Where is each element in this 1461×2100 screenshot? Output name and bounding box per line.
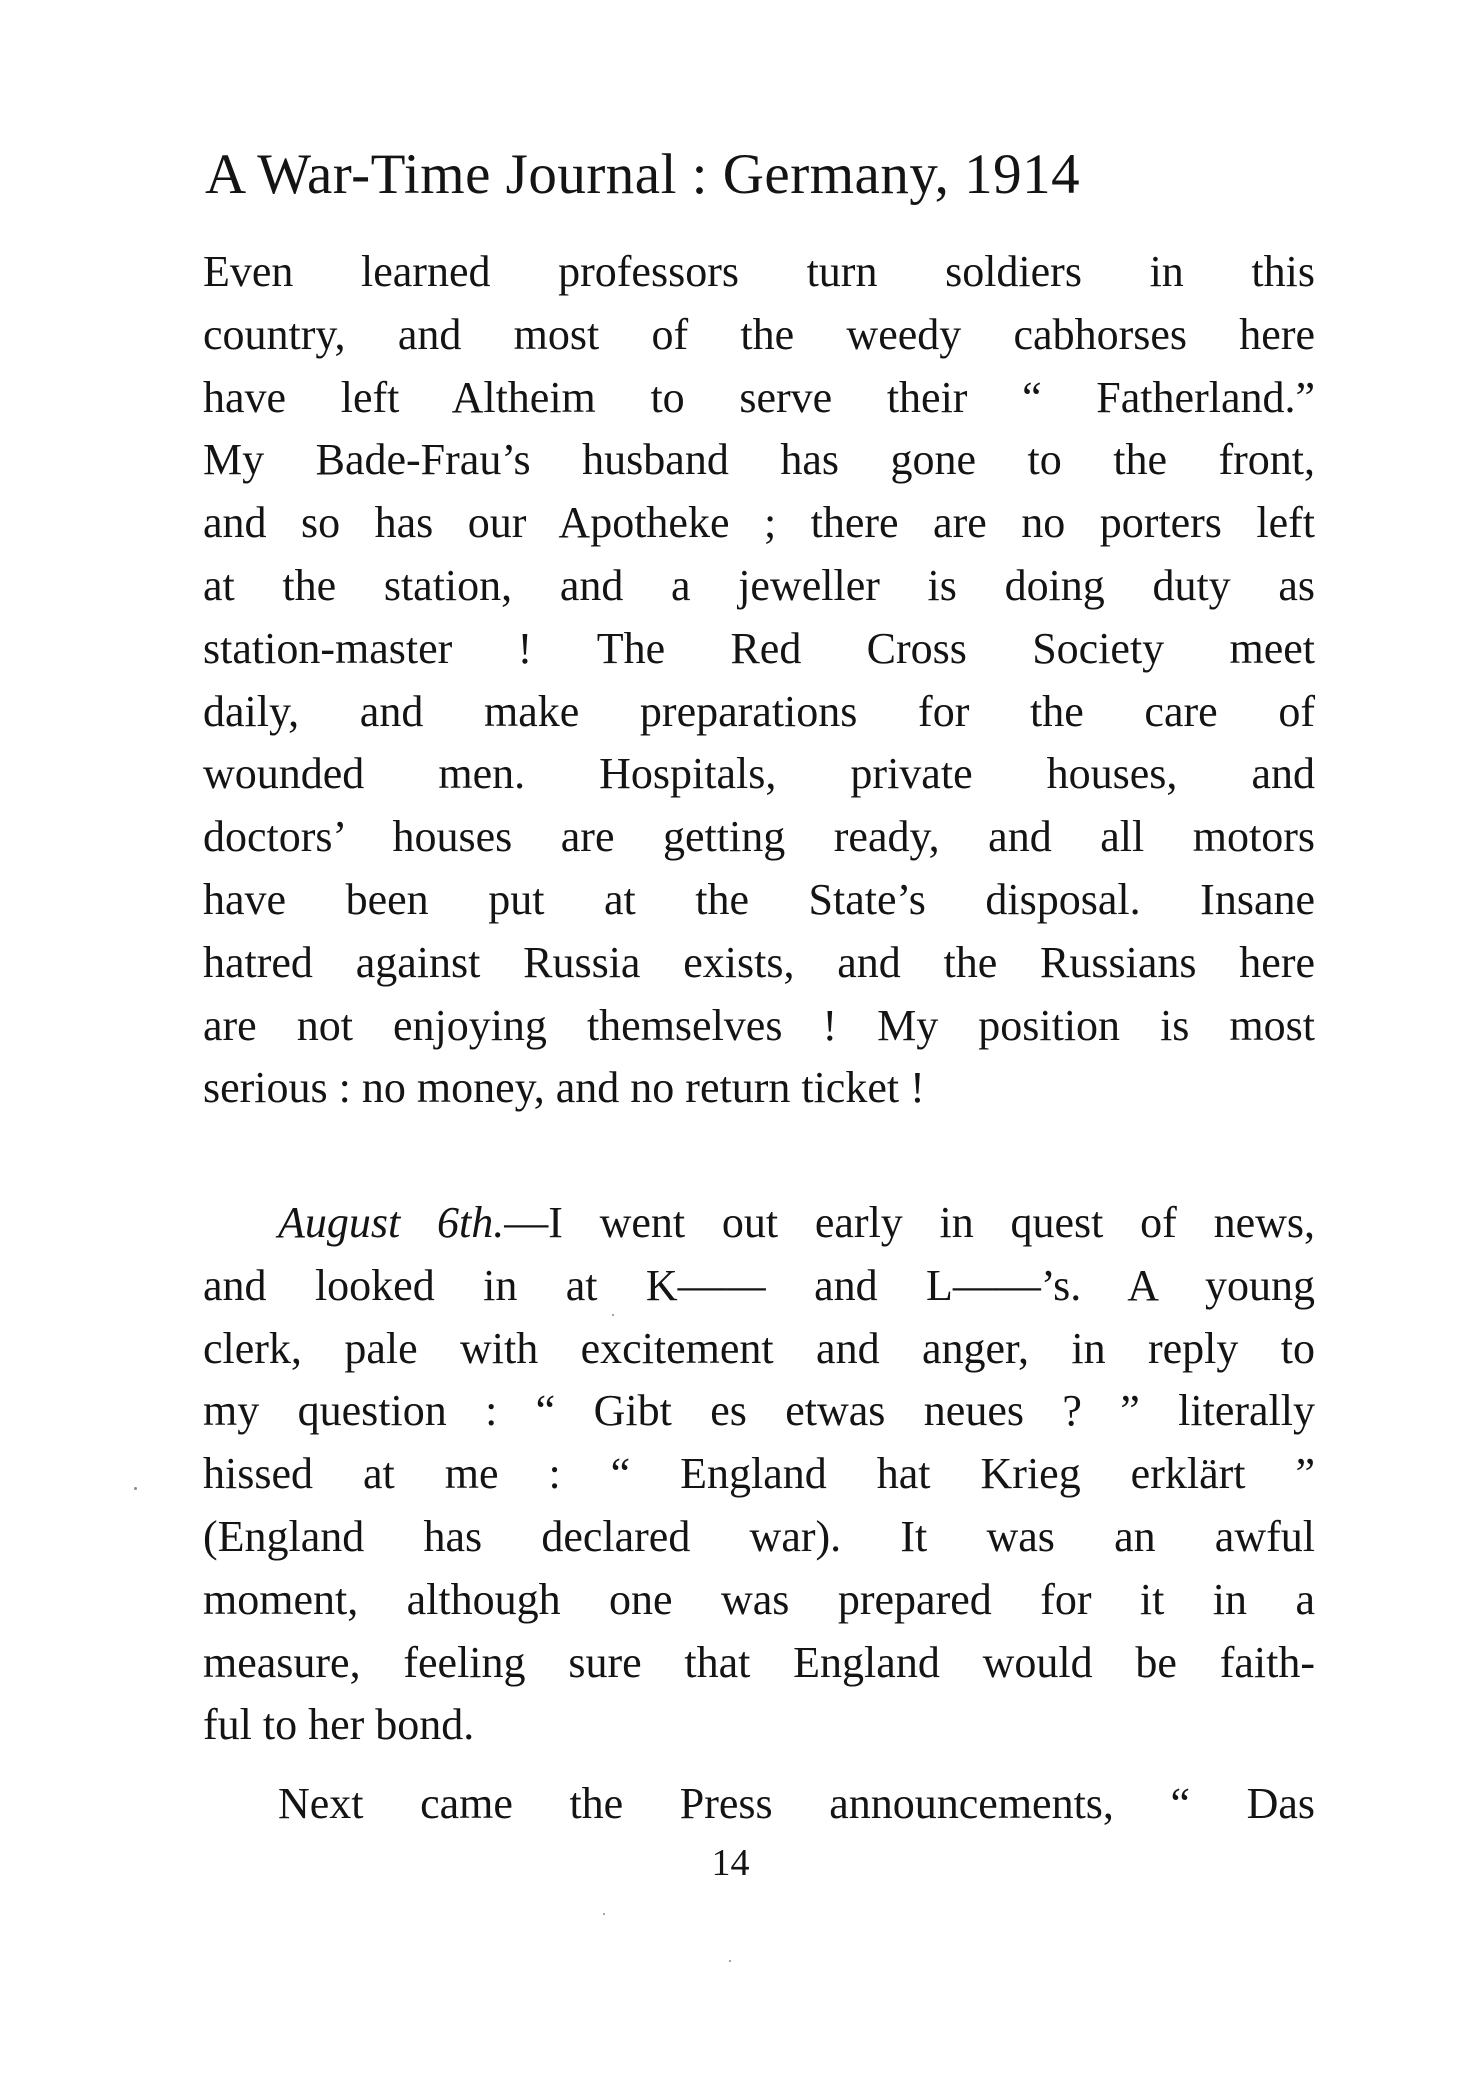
paper-speck [612,1314,614,1316]
running-head-title: A War-Time Journal : Germany, 1914 [205,143,1081,206]
entry-first-line-text: —I went out early in quest of news, [504,1198,1315,1247]
text-line: are not enjoying themselves ! My position is most [203,1000,1315,1050]
text-line: My Bade-Frau’s husband has gone to the front, [203,435,1315,485]
paragraph-1 [203,241,1315,1120]
text-line: hissed at me : “ England hat Krieg erklärt ” [203,1449,1315,1499]
text-line: wounded men. Hospitals, private houses, and [203,749,1315,799]
text-line: ful to her bond. [203,1700,475,1750]
entry-date: August 6th. [278,1198,505,1247]
text-line: measure, feeling sure that England would be faith- [203,1637,1315,1687]
text-line: Next came the Press announcements, “ Das [278,1779,1315,1828]
text-line: my question : “ Gibt es etwas neues ? ” literally [203,1386,1315,1436]
paper-speck [603,1913,605,1915]
text-line: hatred against Russia exists, and the Russians here [203,937,1315,987]
text-line: have left Altheim to serve their “ Fatherland.” [203,372,1315,422]
page-number: 14 [711,1842,750,1884]
text-line: Even learned professors turn soldiers in this [203,247,1315,296]
entry-first-line [203,1192,1315,1255]
text-line: and looked in at K—— and L——’s. A young [203,1260,1315,1310]
text-line: serious : no money, and no return ticket ! [203,1063,925,1113]
paper-speck [134,1487,137,1490]
text-line: doctors’ houses are getting ready, and all motors [203,812,1315,862]
text-line: moment, although one was prepared for it in a [203,1574,1315,1624]
text-line: daily, and make preparations for the care of [203,686,1315,736]
text-line: (England has declared war). It was an awful [203,1511,1315,1561]
text-line: country, and most of the weedy cabhorses here [203,309,1315,359]
text-line: have been put at the State’s disposal. Insane [203,874,1315,924]
text-line: and so has our Apotheke ; there are no porters left [203,498,1315,548]
text-line: at the station, and a jeweller is doing duty as [203,560,1315,610]
text-line: clerk, pale with excitement and anger, in reply to [203,1323,1315,1373]
paragraph-3 [203,1773,1315,1836]
paper-speck [729,1960,731,1962]
text-line: station-master ! The Red Cross Society meet [203,623,1315,673]
paragraph-2-journal-entry [203,1192,1315,1757]
